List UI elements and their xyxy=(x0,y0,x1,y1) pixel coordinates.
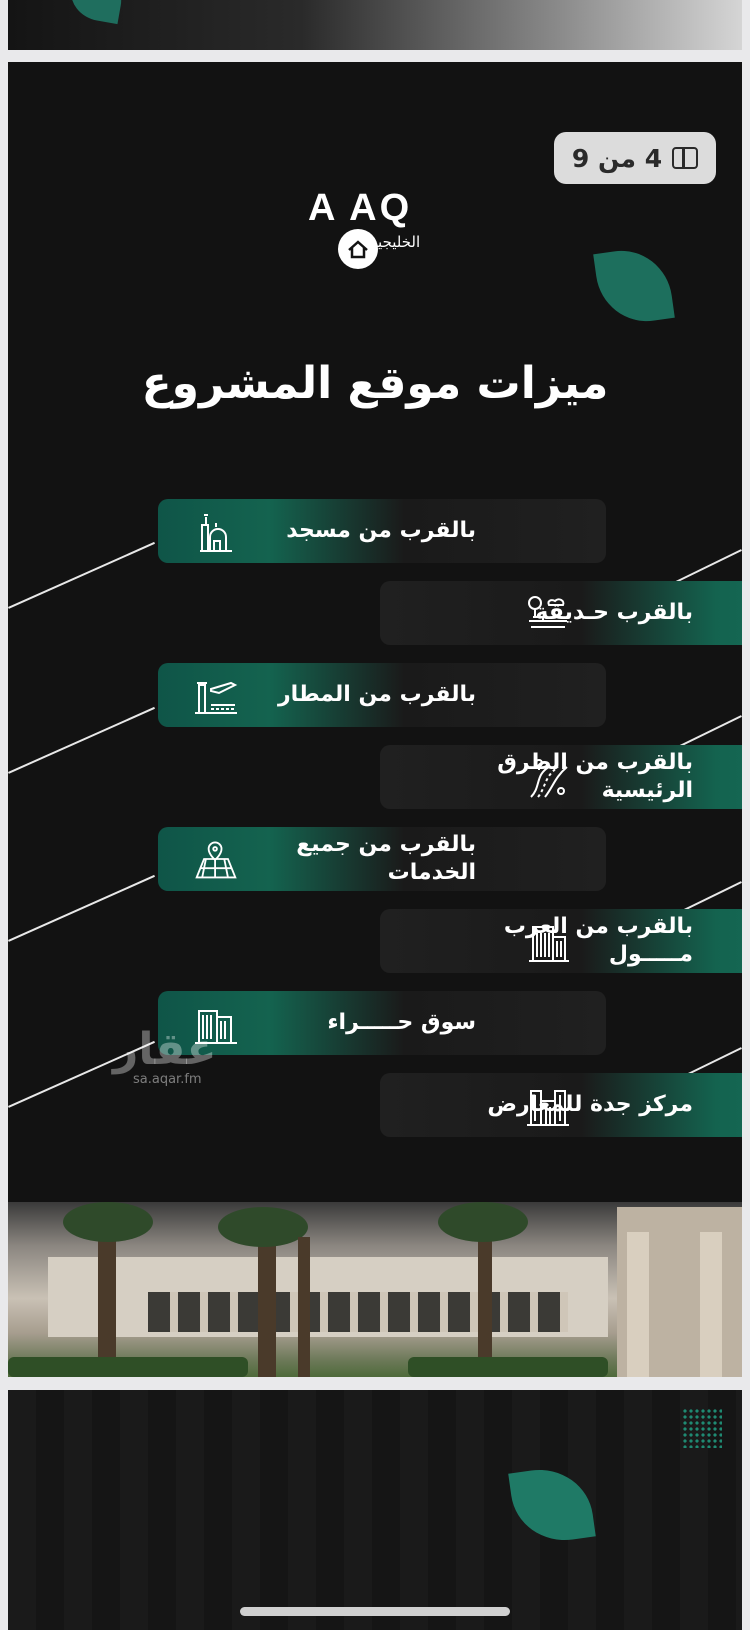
logo-subtitle: الخليجية xyxy=(370,233,421,251)
hedge xyxy=(408,1357,608,1377)
feature-airport xyxy=(158,663,606,727)
image-counter-badge[interactable] xyxy=(554,132,716,184)
watermark-logo: عقار xyxy=(113,1024,217,1075)
palm-crown xyxy=(63,1202,153,1242)
leaf-decoration xyxy=(593,244,675,327)
feature-label: بالقرب من المطار xyxy=(277,682,476,707)
next-image-card[interactable] xyxy=(8,1390,742,1630)
page-title: ميزات موقع المشروع xyxy=(141,358,609,409)
connector-line xyxy=(8,875,155,942)
previous-image-card[interactable] xyxy=(8,0,742,50)
palm-tree xyxy=(298,1237,310,1377)
pavilion xyxy=(617,1207,742,1377)
feature-label: بالقرب من جميع الخدمات xyxy=(296,832,476,885)
watermark-url: sa.aqar.fm xyxy=(133,1072,202,1087)
mosque-icon xyxy=(193,508,239,554)
airport-icon xyxy=(193,672,239,718)
feature-main-roads xyxy=(380,745,742,809)
hedge xyxy=(8,1357,248,1377)
image-counter-text: 4 من 9 xyxy=(571,143,663,173)
connector-line xyxy=(8,707,155,774)
palm-crown xyxy=(218,1207,308,1247)
feature-park xyxy=(380,581,742,645)
feature-hira-market xyxy=(158,991,606,1055)
palm-crown xyxy=(438,1202,528,1242)
background-stripes xyxy=(8,1390,742,1630)
afaq-logo xyxy=(308,187,448,327)
logo-word: A AQ xyxy=(308,187,413,229)
connector-line xyxy=(8,542,155,609)
gallery-icon xyxy=(672,147,698,169)
feature-label: بالقرب من العرب مـــــول xyxy=(503,914,693,967)
building-photo xyxy=(8,1202,742,1377)
feature-label: بالقرب من الطرق الرئيسية xyxy=(497,750,693,803)
feature-label: بالقرب حـديقة xyxy=(535,600,693,625)
feature-services xyxy=(158,827,606,891)
feature-mosque xyxy=(158,499,606,563)
map-pin-icon xyxy=(193,836,239,882)
feature-jeddah-exhibition xyxy=(380,1073,742,1137)
feature-label: بالقرب من مسجد xyxy=(286,518,476,543)
dot-pattern xyxy=(682,1408,722,1448)
feature-arab-mall xyxy=(380,909,742,973)
building-windows xyxy=(148,1292,568,1332)
feature-label: مركز جدة للمعارض xyxy=(487,1092,693,1117)
leaf-decoration xyxy=(66,0,126,24)
home-indicator[interactable] xyxy=(240,1607,510,1616)
palm-tree xyxy=(258,1227,276,1377)
feature-label: سوق حـــــراء xyxy=(327,1010,476,1035)
gallery-image-card[interactable] xyxy=(8,62,742,1377)
